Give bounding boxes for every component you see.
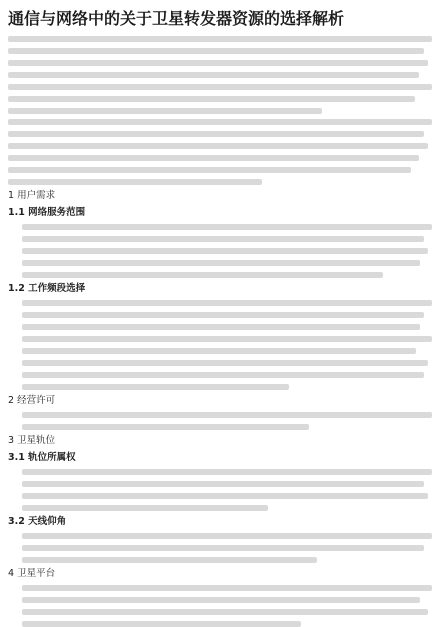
- section-heading-orbit: 3 卫星轨位: [8, 435, 56, 446]
- section-heading-orbit-ownership: 3.1 轨位所属权: [8, 452, 76, 463]
- section-heading-frequency-band: 1.2 工作频段选择: [8, 283, 86, 294]
- intro-paragraph: [8, 36, 432, 114]
- antenna-elevation-paragraph: [8, 533, 432, 563]
- section-heading-antenna-elevation: 3.2 天线仰角: [8, 516, 67, 527]
- section-heading-license: 2 经营许可: [8, 395, 56, 406]
- satellite-platform-paragraph: [8, 585, 432, 627]
- document-title: 通信与网络中的关于卫星转发器资源的选择解析: [8, 9, 345, 28]
- orbit-ownership-paragraph: [8, 469, 432, 511]
- service-range-paragraph: [8, 224, 432, 278]
- intro-repeat-paragraph: [8, 119, 432, 185]
- section-heading-satellite-platform: 4 卫星平台: [8, 568, 56, 579]
- frequency-band-paragraph: [8, 300, 432, 390]
- license-paragraph: [8, 412, 432, 430]
- section-heading-user-needs: 1 用户需求: [8, 190, 56, 201]
- section-heading-service-range: 1.1 网络服务范围: [8, 207, 86, 218]
